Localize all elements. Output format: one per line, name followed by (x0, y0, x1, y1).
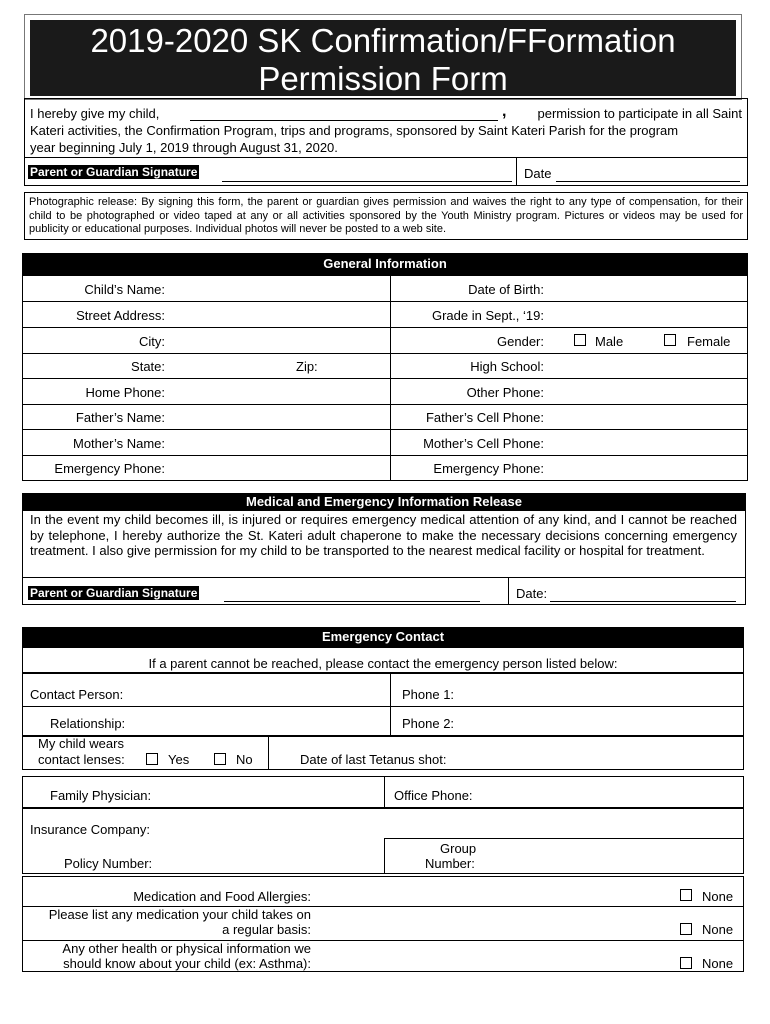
female-checkbox[interactable] (664, 334, 676, 346)
grade-label: Grade in Sept., ‘19: (431, 308, 544, 323)
allergies-none-label: None (702, 889, 734, 904)
policy-divider (384, 838, 385, 874)
medical-signature-label: Parent or Guardian Signature (30, 586, 198, 600)
lenses-label-line2: contact lenses: (38, 752, 125, 767)
permission-lead-text: I hereby give my child, (30, 106, 160, 121)
male-label: Male (595, 334, 624, 349)
emergency-subtitle: If a parent cannot be reached, please contact the emergency person listed below: (148, 656, 618, 671)
permission-divider (24, 157, 748, 158)
relationship-label: Relationship: (50, 716, 126, 731)
medication-none-checkbox[interactable] (680, 923, 692, 935)
page-title-line1: 2019-2020 SK Confirmation/FFormation (90, 22, 676, 59)
medication-label-line1: Please list any medication your child takes on (48, 907, 311, 922)
page-title-line2: Permission Form (258, 60, 508, 97)
tetanus-label: Date of last Tetanus shot: (300, 752, 447, 767)
fathers-name-label: Father’s Name: (75, 410, 165, 425)
fathers-cell-label: Father’s Cell Phone: (425, 410, 544, 425)
date-of-birth-label: Date of Birth: (468, 282, 544, 297)
general-info-header: General Information (22, 253, 748, 275)
medical-date-label: Date: (516, 586, 548, 601)
lenses-divider (268, 736, 269, 770)
other-health-label-line2: should know about your child (ex: Asthma): (63, 956, 311, 971)
general-row-line (22, 327, 748, 328)
emergency-phone-right-label: Emergency Phone: (433, 461, 544, 476)
medical-release-text: In the event my child becomes ill, is injured or requires emergency medical attention of any kind, and I cannot be reached by telephone, I hereby authorize the St. Kateri adult chaperone to make the necessary decisions concerning emergency treatment. I also give permission for my child to be transported to the nearest medical facility or hospital for treatment. (30, 512, 737, 558)
permission-text-rest1: permission to participate in all Saint (537, 106, 742, 121)
emergency-contact-table (22, 673, 744, 736)
physician-divider (384, 776, 385, 808)
allergies-label: Medication and Food Allergies: (133, 889, 311, 904)
lenses-label-line1: My child wears (38, 736, 124, 751)
general-row-line (22, 301, 748, 302)
street-address-label: Street Address: (76, 308, 165, 323)
other-health-none-label: None (702, 956, 734, 971)
general-row-line (22, 404, 748, 405)
general-row-line (22, 378, 748, 379)
child-name-line[interactable] (190, 120, 498, 121)
mothers-name-label: Mother’s Name: (73, 436, 165, 451)
zip-label: Zip: (296, 359, 318, 374)
policy-number-label: Policy Number: (64, 856, 153, 871)
female-label: Female (687, 334, 731, 349)
medical-divider (22, 577, 746, 578)
general-row-line (22, 455, 748, 456)
high-school-label: High School: (470, 359, 544, 374)
home-phone-label: Home Phone: (85, 385, 165, 400)
gender-label: Gender: (497, 334, 544, 349)
signature-divider (516, 157, 517, 186)
lenses-no-checkbox[interactable] (214, 753, 226, 765)
other-health-label-line1: Any other health or physical information we (62, 941, 311, 956)
childs-name-label: Child’s Name: (84, 282, 165, 297)
permission-text-rest2: Kateri activities, the Confirmation Program, trips and programs, sponsored by Saint Kateri Parish for the program (30, 123, 679, 138)
lenses-no-label: No (236, 752, 253, 767)
permission-comma: , (502, 103, 507, 120)
allergies-none-checkbox[interactable] (680, 889, 692, 901)
medical-signature-line[interactable] (224, 601, 480, 602)
office-phone-label: Office Phone: (394, 788, 473, 803)
state-label: State: (131, 359, 165, 374)
general-row-line (22, 429, 748, 430)
emergency-col-divider (390, 673, 391, 736)
lenses-yes-label: Yes (168, 752, 190, 767)
other-phone-label: Other Phone: (466, 385, 544, 400)
signature-label: Parent or Guardian Signature (30, 165, 198, 179)
medical-date-line[interactable] (550, 601, 736, 602)
phone1-label: Phone 1: (402, 687, 455, 702)
male-checkbox[interactable] (574, 334, 586, 346)
medication-label-line2: a regular basis: (222, 922, 311, 937)
date-line[interactable] (556, 181, 740, 182)
family-physician-label: Family Physician: (50, 788, 152, 803)
photo-release-text: Photographic release: By signing this form, the parent or guardian gives permission and waives the right to any type of compensation, for their child to be photographed or video taped at any or all activities sponsored by the Youth Ministry program. Pictures or videos may be used for publicity or educational purposes. Individual photos will never be posted to a web site. (29, 196, 743, 235)
emergency-row-line (22, 706, 744, 707)
medical-signature-divider (508, 577, 509, 605)
lenses-yes-checkbox[interactable] (146, 753, 158, 765)
insurance-divider (384, 838, 744, 839)
insurance-company-label: Insurance Company: (30, 822, 150, 837)
medical-release-header: Medical and Emergency Information Release (22, 493, 746, 510)
other-health-none-checkbox[interactable] (680, 957, 692, 969)
emergency-contact-header: Emergency Contact (22, 627, 744, 647)
medication-none-label: None (702, 922, 734, 937)
date-label: Date (524, 166, 552, 181)
phone2-label: Phone 2: (402, 716, 455, 731)
contact-person-label: Contact Person: (30, 687, 124, 702)
mothers-cell-label: Mother’s Cell Phone: (423, 436, 544, 451)
general-row-line (22, 353, 748, 354)
group-label-line2: Number: (425, 856, 475, 871)
signature-line[interactable] (222, 181, 512, 182)
group-label-line1: Group (440, 841, 477, 856)
permission-text-rest3: year beginning July 1, 2019 through August 31, 2020. (30, 140, 338, 155)
city-label: City: (139, 334, 165, 349)
emergency-phone-label: Emergency Phone: (54, 461, 165, 476)
